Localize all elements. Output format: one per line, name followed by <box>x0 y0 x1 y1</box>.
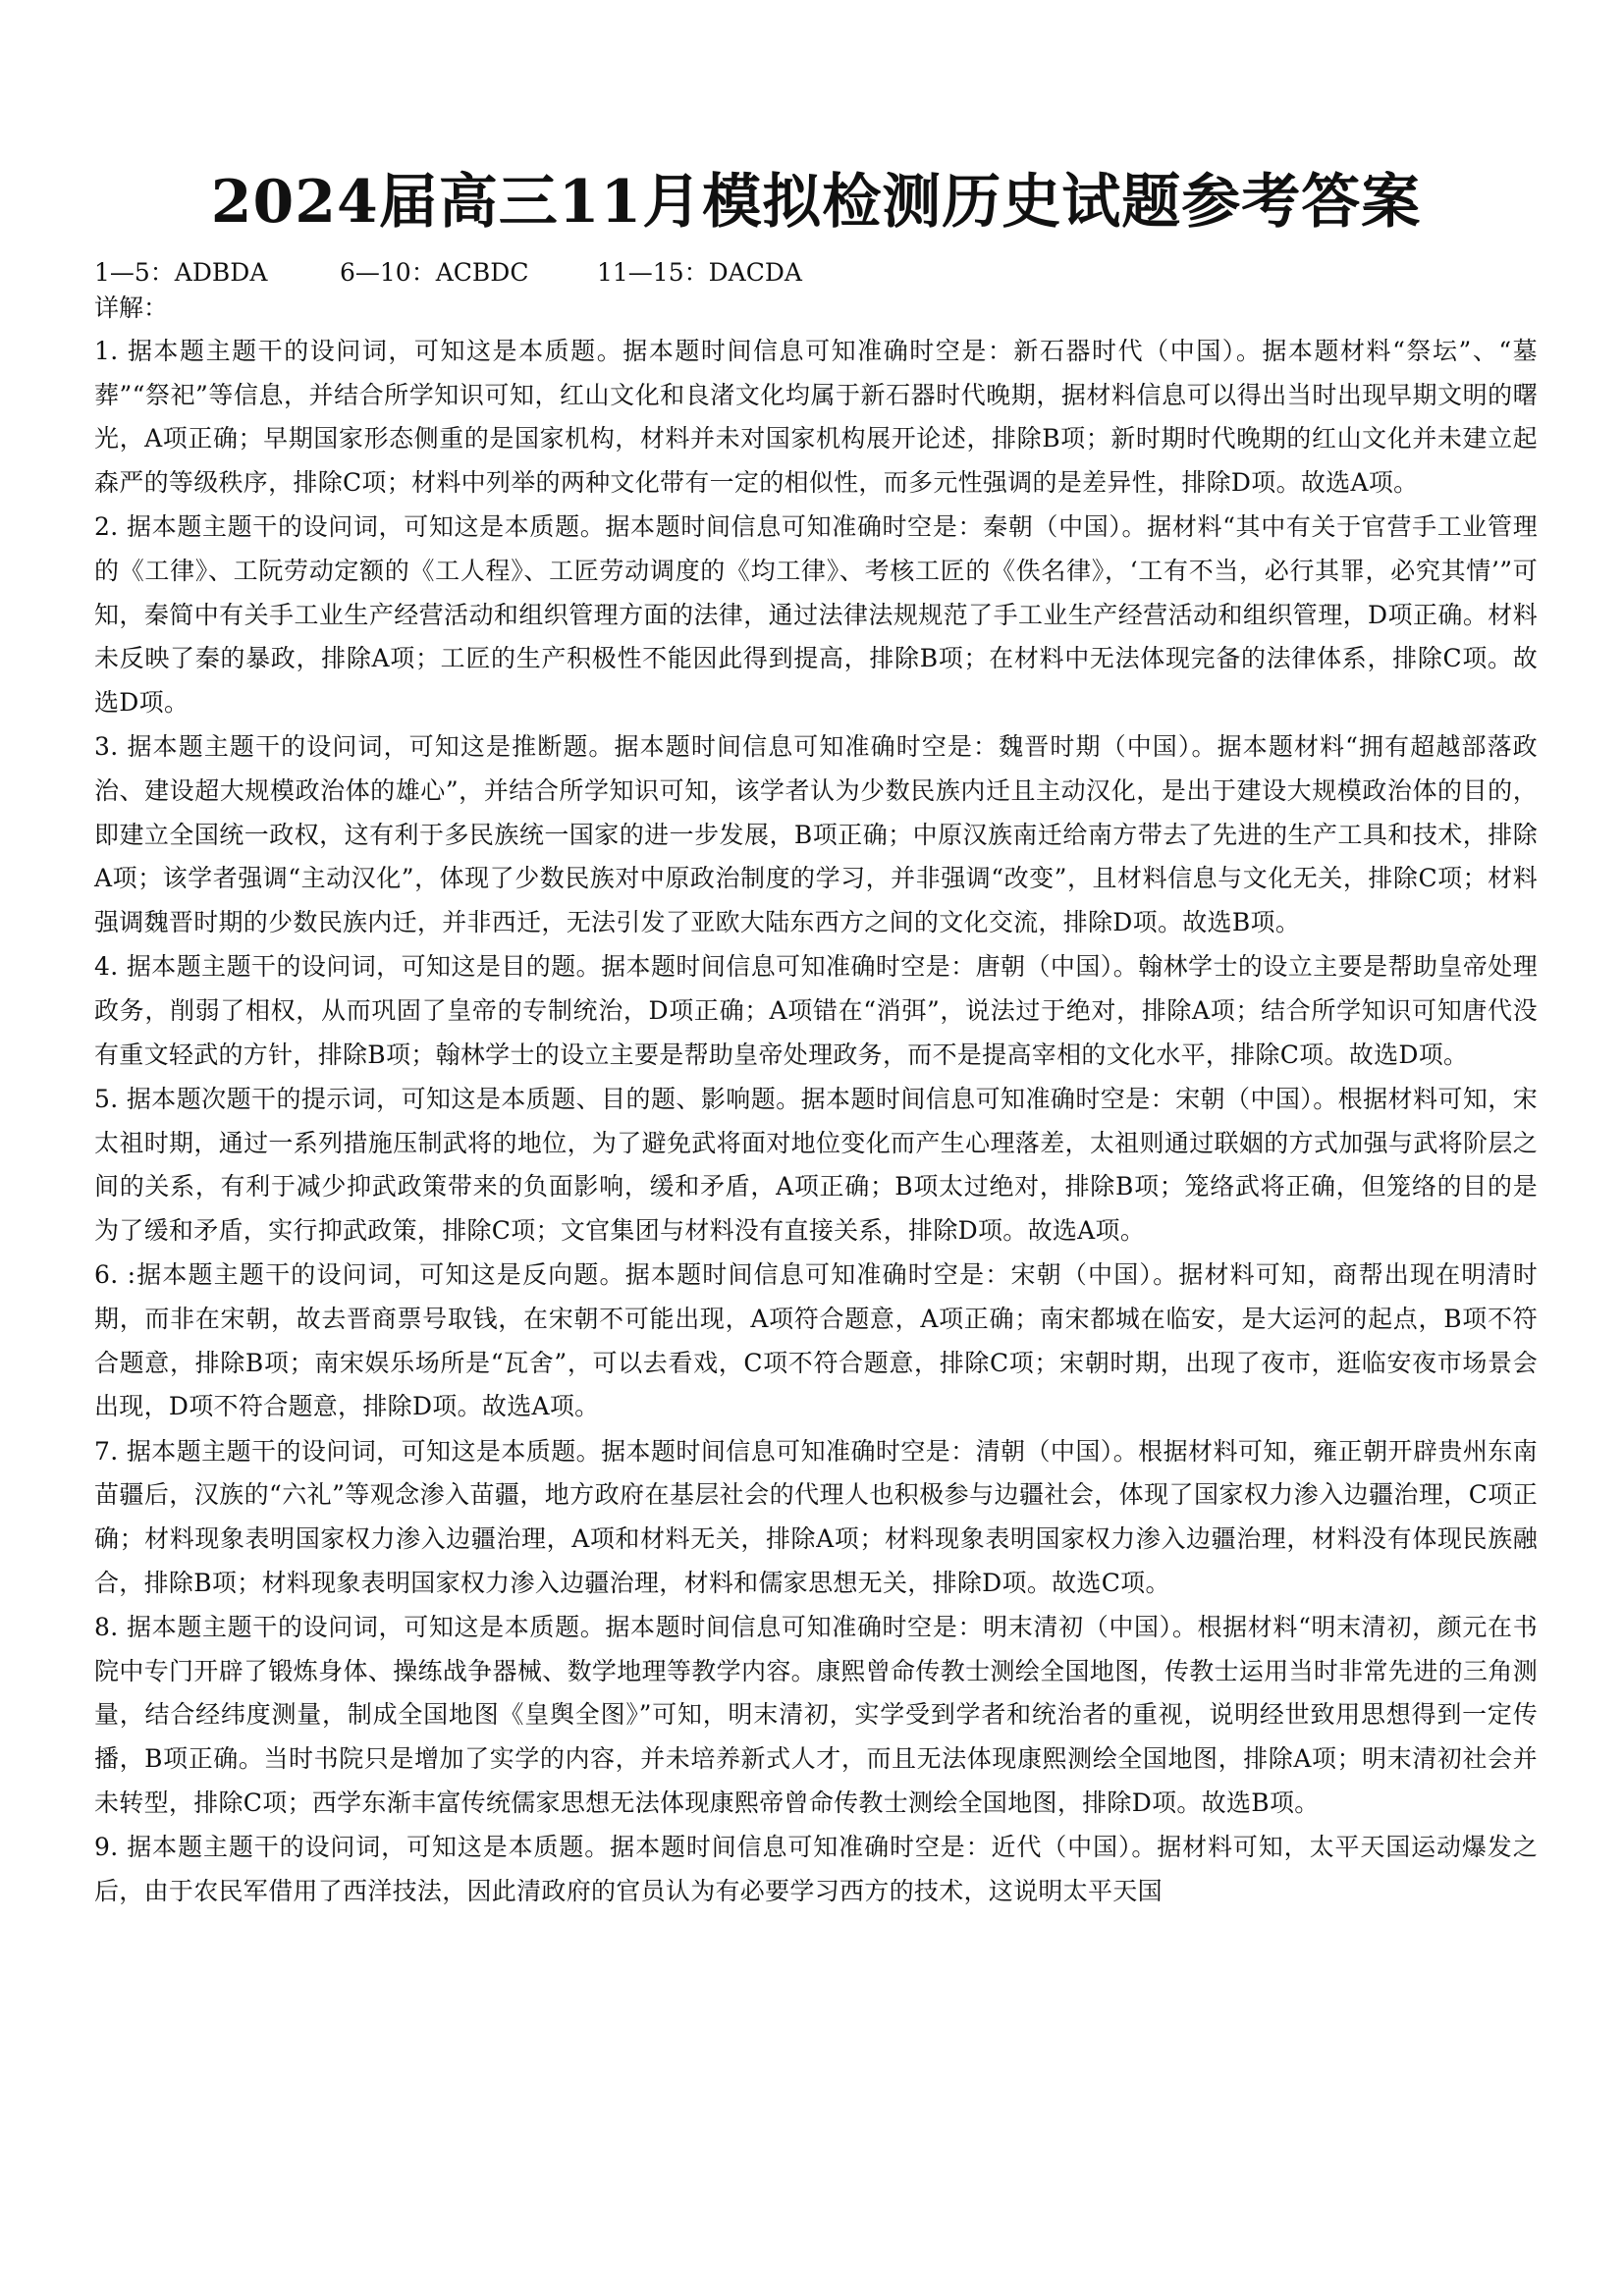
explanations <box>94 330 1538 1913</box>
explanation-4: 4. 据本题主题干的设问词，可知这是目的题。据本题时间信息可知准确时空是：唐朝（中国）。翰林学士的设立主要是帮助皇帝处理政务，削弱了相权，从而巩固了皇帝的专制统治，D项正确；A项错在“消弭”，说法过于绝对，排除A项；结合所学知识可知唐代没有重文轻武的方针，排除B项；翰林学士的设立主要是帮助皇帝处理政务，而不是提高宰相的文化水平，排除C项。故选D项。 <box>94 952 1538 1069</box>
explanation-2: 2. 据本题主题干的设问词，可知这是本质题。据本题时间信息可知准确时空是：秦朝（中国）。据材料“其中有关于官营手工业管理的《工律》、工阮劳动定额的《工人程》、工匠劳动调度的《均工律》、考核工匠的《佚名律》，‘工有不当，必行其罪，必究其情’”可知，秦简中有关手工业生产经营活动和组织管理方面的法律，通过法律法规规范了手工业生产经营活动和组织管理，D项正确。材料未反映了秦的暴政，排除A项；工匠的生产积极性不能因此得到提高，排除B项；在材料中无法体现完备的法律体系，排除C项。故选D项。 <box>94 512 1538 717</box>
explanation-9: 9. 据本题主题干的设问词，可知这是本质题。据本题时间信息可知准确时空是：近代（中国）。据材料可知，太平天国运动爆发之后，由于农民军借用了西洋技法，因此清政府的官员认为有必要学习西方的技术，这说明太平天国 <box>94 1833 1538 1905</box>
explanation-7: 7. 据本题主题干的设问词，可知这是本质题。据本题时间信息可知准确时空是：清朝（中国）。根据材料可知，雍正朝开辟贵州东南苗疆后，汉族的“六礼”等观念渗入苗疆，地方政府在基层社会的代理人也积极参与边疆社会，体现了国家权力渗入边疆治理，C项正确；材料现象表明国家权力渗入边疆治理，A项和材料无关，排除A项；材料现象表明国家权力渗入边疆治理，材料没有体现民族融合，排除B项；材料现象表明国家权力渗入边疆治理，材料和儒家思想无关，排除D项。故选C项。 <box>94 1436 1538 1597</box>
document-page <box>94 0 1538 1914</box>
explanation-5: 5. 据本题次题干的提示词，可知这是本质题、目的题、影响题。据本题时间信息可知准确时空是：宋朝（中国）。根据材料可知，宋太祖时期，通过一系列措施压制武将的地位，为了避免武将面对地位变化而产生心理落差，太祖则通过联姻的方式加强与武将阶层之间的关系，有利于减少抑武政策带来的负面影响，缓和矛盾，A项正确；B项太过绝对，排除B项；笼络武将正确，但笼络的目的是为了缓和矛盾，实行抑武政策，排除C项；文官集团与材料没有直接关系，排除D项。故选A项。 <box>94 1085 1538 1245</box>
explanation-1: 1. 据本题主题干的设问词，可知这是本质题。据本题时间信息可知准确时空是：新石器时代（中国）。据本题材料“祭坛”、“墓葬”“祭祀”等信息，并结合所学知识可知，红山文化和良渚文化均属于新石器时代晚期，据材料信息可以得出当时出现早期文明的曙光，A项正确；早期国家形态侧重的是国家机构，材料并未对国家机构展开论述，排除B项；新时期时代晚期的红山文化并未建立起森严的等级秩序，排除C项；材料中列举的两种文化带有一定的相似性，而多元性强调的是差异性，排除D项。故选A项。 <box>94 337 1538 497</box>
explanation-6: 6. :据本题主题干的设问词，可知这是反向题。据本题时间信息可知准确时空是：宋朝（中国）。据材料可知，商帮出现在明清时期，而非在宋朝，故去晋商票号取钱，在宋朝不可能出现，A项符合题意，A项正确；南宋都城在临安，是大运河的起点，B项不符合题意，排除B项；南宋娱乐场所是“瓦舍”，可以去看戏，C项不符合题意，排除C项；宋朝时期，出现了夜市，逛临安夜市场景会出现，D项不符合题意，排除D项。故选A项。 <box>94 1260 1538 1421</box>
page-title: 2024届高三11月模拟检测历史试题参考答案 <box>210 168 1422 237</box>
explanation-8: 8. 据本题主题干的设问词，可知这是本质题。据本题时间信息可知准确时空是：明末清初（中国）。根据材料“明末清初，颜元在书院中专门开辟了锻炼身体、操练战争器械、数学地理等教学内容。康熙曾命传教士测绘全国地图，传教士运用当时非常先进的三角测量，结合经纬度测量，制成全国地图《皇舆全图》”可知，明末清初，实学受到学者和统治者的重视，说明经世致用思想得到一定传播，B项正确。当时书院只是增加了实学的内容，并未培养新式人才，而且无法体现康熙测绘全国地图，排除A项；明末清初社会并未转型，排除C项；西学东渐丰富传统儒家思想无法体现康熙帝曾命传教士测绘全国地图，排除D项。故选B项。 <box>94 1613 1538 1817</box>
answer-group-11-15: 11—15：DACDA <box>597 258 802 287</box>
explanation-3: 3. 据本题主题干的设问词，可知这是推断题。据本题时间信息可知准确时空是：魏晋时期（中国）。据本题材料“拥有超越部落政治、建设超大规模政治体的雄心”，并结合所学知识可知，该学者认为少数民族内迁且主动汉化，是出于建设大规模政治体的目的，即建立全国统一政权，这有利于多民族统一国家的进一步发展，B项正确；中原汉族南迁给南方带去了先进的生产工具和技术，排除A项；该学者强调“主动汉化”，体现了少数民族对中原政治制度的学习，并非强调“改变”，且材料信息与文化无关，排除C项；材料强调魏晋时期的少数民族内迁，并非西迁，无法引发了亚欧大陆东西方之间的文化交流，排除D项。故选B项。 <box>94 732 1538 936</box>
answer-group-6-10: 6—10：ACBDC <box>340 258 529 287</box>
answer-group-1-5: 1—5：ADBDA <box>94 258 268 287</box>
answer-key <box>94 255 1538 291</box>
detail-label: 详解： <box>94 294 169 322</box>
